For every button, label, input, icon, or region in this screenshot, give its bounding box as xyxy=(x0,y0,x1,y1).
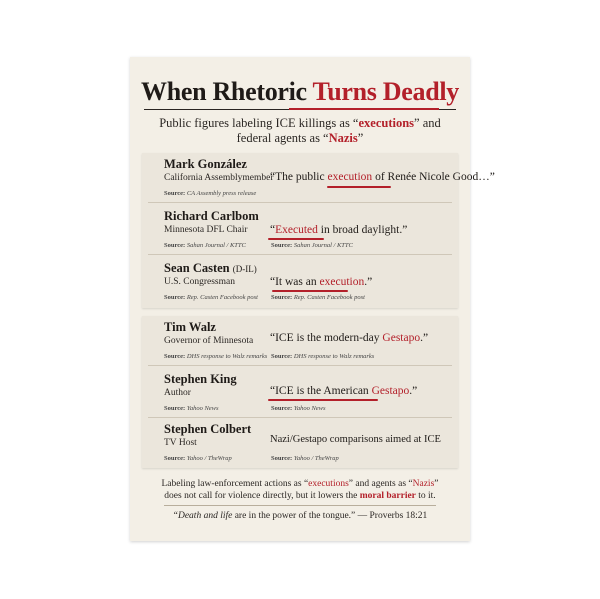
list-item xyxy=(142,418,458,468)
quote: “It was an execution.” xyxy=(270,276,373,288)
quote-underline xyxy=(268,238,324,240)
summary: Labeling law-enforcement actions as “executions” and agents as “Nazis” does not call for violence directly, but it lowers the moral barrier to it. xyxy=(161,479,439,501)
bible-verse: “Death and life are in the power of the tongue.” — Proverbs 18:21 xyxy=(172,511,428,521)
source: Source: Yahoo / TheWrap xyxy=(271,455,339,462)
source: Source: CA Assembly press release xyxy=(164,190,257,197)
divider xyxy=(148,202,452,203)
list-item xyxy=(142,153,495,203)
quote: “ICE is the American Gestapo.” xyxy=(270,385,418,397)
person-role: U.S. Congressman xyxy=(164,277,235,287)
source: Source: Sahan Journal / KTTC xyxy=(271,242,353,249)
quote-group-executions xyxy=(142,153,495,308)
person-role: California Assemblymember xyxy=(164,173,274,183)
source: Source: DHS response to Walz remarks xyxy=(164,353,268,360)
person-name: Stephen King xyxy=(164,372,237,386)
subtitle-highlight-executions: executions xyxy=(358,116,415,130)
quote-underline xyxy=(272,290,348,292)
poster xyxy=(130,57,495,541)
subtitle-text: Public figures labeling ICE killings as “ xyxy=(159,116,359,130)
source: Source: Rep. Casten Facebook post xyxy=(164,294,258,301)
person-name: Stephen Colbert xyxy=(164,422,252,436)
subtitle xyxy=(150,116,450,146)
subtitle-text: ” and federal agents as “ xyxy=(236,116,441,145)
subtitle-highlight-nazis: Nazis xyxy=(328,131,358,145)
quote-underline xyxy=(327,186,391,188)
quote: “Executed in broad daylight.” xyxy=(270,224,408,236)
list-item xyxy=(142,368,458,418)
source: Source: Yahoo News xyxy=(164,405,219,412)
person-role: TV Host xyxy=(164,438,197,448)
title-rule xyxy=(144,109,456,110)
page-title xyxy=(130,77,470,107)
person-role: Minnesota DFL Chair xyxy=(164,225,248,235)
person-name: Sean Casten (D-IL) xyxy=(164,261,257,275)
person-name: Richard Carlbom xyxy=(164,209,259,223)
quote-group-gestapo xyxy=(142,316,458,468)
subtitle-text: ” xyxy=(357,131,364,145)
source: Source: Rep. Casten Facebook post xyxy=(271,294,365,301)
quote: “ICE is the modern-day Gestapo.” xyxy=(270,332,429,344)
divider xyxy=(148,365,452,366)
divider xyxy=(164,505,436,506)
quote: “The public execution of Renée Nicole Good…” xyxy=(270,171,495,183)
quote-underline xyxy=(268,399,378,401)
title-accent: Turns Deadly xyxy=(312,77,459,106)
list-item xyxy=(142,316,458,366)
person-role: Governor of Minnesota xyxy=(164,336,254,346)
person-role: Author xyxy=(164,388,191,398)
person-name: Tim Walz xyxy=(164,320,216,334)
source: Source: Sahan Journal / KTTC xyxy=(164,242,246,249)
source: Source: DHS response to Walz remarks xyxy=(271,353,375,360)
source: Source: Yahoo News xyxy=(271,405,326,412)
title-main: When Rhetoric xyxy=(141,77,307,106)
list-item xyxy=(142,257,458,307)
source: Source: Yahoo / TheWrap xyxy=(164,455,232,462)
divider xyxy=(148,254,452,255)
quote: Nazi/Gestapo comparisons aimed at ICE xyxy=(270,434,441,445)
person-name: Mark González xyxy=(164,157,247,171)
list-item xyxy=(142,205,458,255)
